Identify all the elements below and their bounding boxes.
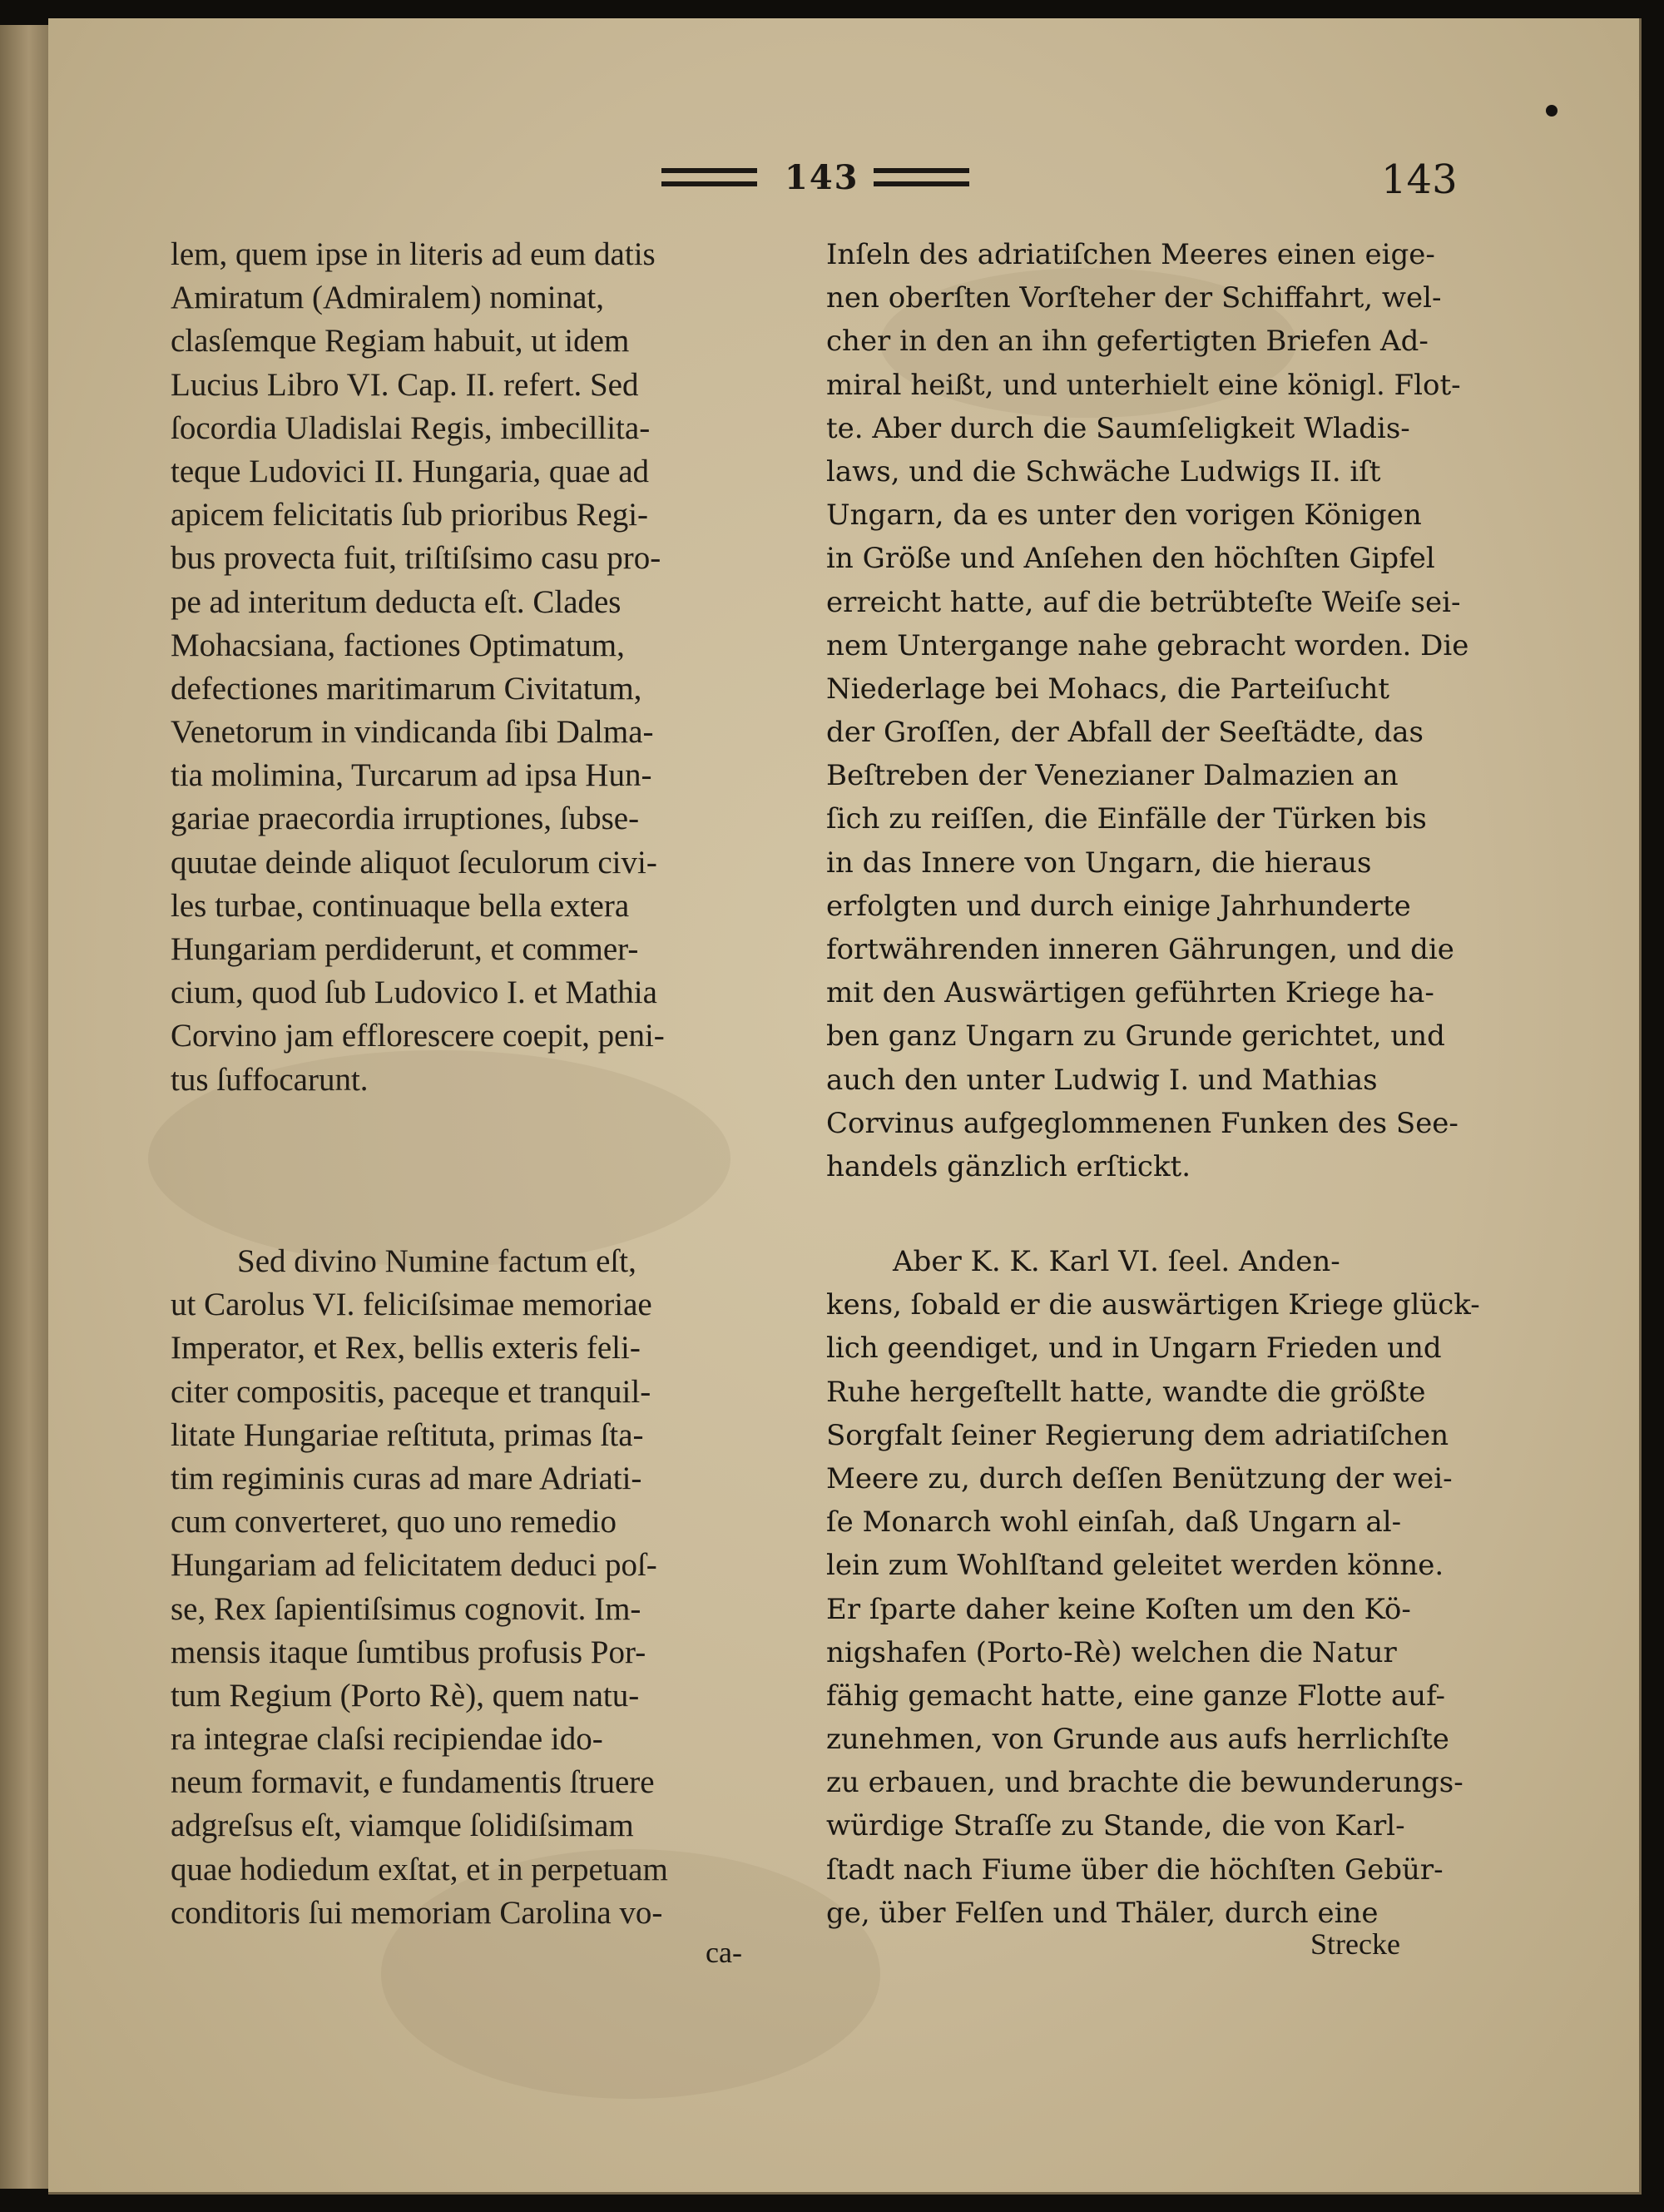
- german-line: Er ſparte daher keine Koſten um den Kö-: [826, 1592, 1411, 1626]
- german-line: laws, und die Schwäche Ludwigs II. iſt: [826, 454, 1381, 489]
- german-line: zu erbauen, und brachte die bewunderungs-: [826, 1766, 1463, 1800]
- latin-line: gariae praecordia irruptiones, ſubse-: [171, 801, 640, 837]
- german-line: Niederlage bei Mohacs, die Parteiſucht: [826, 672, 1390, 706]
- ornament-number: 143: [785, 158, 859, 197]
- german-line: mit den Auswärtigen geführten Kriege ha-: [826, 976, 1434, 1010]
- latin-paragraph-1: [171, 233, 795, 1102]
- latin-line: Hungariam ad felicitatem deduci poſ-: [171, 1547, 657, 1584]
- german-line: handels gänzlich erſtickt.: [826, 1149, 1191, 1183]
- german-line: nigshafen (Porto-Rè) welchen die Natur: [826, 1635, 1397, 1669]
- previous-page-edge: [0, 25, 50, 2189]
- latin-line: clasſemque Regiam habuit, ut idem: [171, 323, 630, 360]
- latin-line: les turbae, continuaque bella extera: [171, 887, 630, 924]
- german-line: zunehmen, von Grunde aus aufs herrlichſte: [826, 1723, 1449, 1757]
- latin-line: conditoris ſui memoriam Carolina vo-: [171, 1894, 663, 1931]
- german-line: nen oberſten Vorſteher der Schiffahrt, wel-: [826, 281, 1442, 315]
- german-line: kens, ſobald er die auswärtigen Kriege glück-: [826, 1288, 1480, 1322]
- latin-line: tia molimina, Turcarum ad ipsa Hun-: [171, 757, 652, 794]
- latin-line: bus provecta fuit, triſtiſsimo casu pro-: [171, 540, 661, 577]
- page-number: 143: [1381, 156, 1458, 203]
- latin-line: lem, quem ipse in literis ad eum datis: [171, 236, 656, 272]
- german-line: Meere zu, durch deſſen Benützung der wei-: [826, 1461, 1453, 1495]
- ornament-rule-left: [661, 168, 757, 186]
- german-line: Beſtreben der Venezianer Dalmazien an: [826, 759, 1399, 793]
- german-line: erreicht hatte, auf die betrübteſte Weiſe sei-: [826, 585, 1461, 619]
- german-line: ben ganz Ungarn zu Grunde gerichtet, und: [826, 1019, 1445, 1054]
- latin-line: ut Carolus VI. feliciſsimae memoriae: [171, 1287, 652, 1323]
- latin-line: tum Regium (Porto Rè), quem natu-: [171, 1677, 640, 1714]
- german-line: Sorgfalt ſeiner Regierung dem adriatiſchen: [826, 1418, 1449, 1452]
- german-line: nem Untergange nahe gebracht worden. Die: [826, 628, 1469, 662]
- german-line: Ungarn, da es unter den vorigen Königen: [826, 498, 1422, 533]
- latin-line: quae hodiedum exſtat, et in perpetuam: [171, 1851, 668, 1887]
- latin-line: Sed divino Numine factum eſt,: [237, 1243, 636, 1279]
- german-line: ſich zu reiſſen, die Einfälle der Türken bis: [826, 802, 1427, 836]
- german-line: fähig gemacht hatte, eine ganze Flotte auf-: [826, 1679, 1446, 1713]
- german-line: in das Innere von Ungarn, die hieraus: [826, 846, 1372, 880]
- german-paragraph-1: [826, 233, 1469, 1188]
- latin-line: Hungariam perdiderunt, et commer-: [171, 931, 639, 967]
- german-line: erfolgten und durch einige Jahrhunderte: [826, 889, 1411, 923]
- latin-line: ſocordia Uladislai Regis, imbecillita-: [171, 409, 651, 446]
- german-line: te. Aber durch die Saumſeligkeit Wladis-: [826, 411, 1410, 445]
- latin-line: Imperator, et Rex, bellis exteris feli-: [171, 1330, 641, 1366]
- latin-line: apicem felicitatis ſub prioribus Regi-: [171, 497, 649, 533]
- german-line: miral heißt, und unterhielt eine königl. Flot-: [826, 368, 1461, 402]
- german-line: ſe Monarch wohl einſah, daß Ungarn al-: [826, 1505, 1402, 1540]
- german-line: in Größe und Anſehen den höchſten Gipfel: [826, 542, 1435, 576]
- latin-line: se, Rex ſapientiſsimus cognovit. Im-: [171, 1590, 641, 1627]
- latin-line: mensis itaque ſumtibus profusis Por-: [171, 1634, 646, 1670]
- german-line: cher in den an ihn gefertigten Briefen Ad-: [826, 325, 1429, 359]
- german-line: auch den unter Ludwig I. und Mathias: [826, 1063, 1378, 1097]
- latin-line: tus ſuffocarunt.: [171, 1061, 369, 1098]
- latin-line: cum converteret, quo uno remedio: [171, 1504, 617, 1540]
- german-line: fortwährenden inneren Gährungen, und die: [826, 933, 1454, 966]
- latin-catchword: ca-: [706, 1936, 742, 1969]
- latin-line: pe ad interitum deducta eſt. Clades: [171, 583, 622, 620]
- german-line: Ruhe hergeſtellt hatte, wandte die größte: [826, 1375, 1426, 1409]
- latin-line: neum formavit, e fundamentis ſtruere: [171, 1764, 655, 1801]
- page-header-ornament: [661, 158, 978, 198]
- german-line: lich geendiget, und in Ungarn Frieden und: [826, 1332, 1442, 1366]
- latin-line: quutae deinde aliquot ſeculorum civi-: [171, 844, 657, 880]
- latin-line: teque Ludovici II. Hungaria, quae ad: [171, 453, 650, 489]
- ink-dot: [1546, 105, 1558, 117]
- latin-line: defectiones maritimarum Civitatum,: [171, 670, 642, 707]
- latin-line: ra integrae claſsi recipiendae ido-: [171, 1721, 603, 1758]
- latin-line: Mohacsiana, factiones Optimatum,: [171, 627, 625, 663]
- latin-line: adgreſsus eſt, viamque ſolidiſsimam: [171, 1808, 634, 1844]
- latin-line: citer compositis, paceque et tranquil-: [171, 1373, 651, 1410]
- german-line: ge, über Felſen und Thäler, durch eine: [826, 1896, 1379, 1930]
- german-line: Inſeln des adriatiſchen Meeres einen eige-: [826, 238, 1435, 271]
- latin-line: Lucius Libro VI. Cap. II. refert. Sed: [171, 366, 639, 403]
- german-line: der Groſſen, der Abfall der Seeſtädte, das: [826, 716, 1424, 750]
- latin-line: Corvino jam efflorescere coepit, peni-: [171, 1018, 665, 1054]
- german-line: Aber K. K. Karl VI. ſeel. Anden-: [893, 1245, 1340, 1278]
- latin-line: tim regiminis curas ad mare Adriati-: [171, 1460, 642, 1496]
- german-line: Corvinus aufgeglommenen Funken des See-: [826, 1106, 1458, 1140]
- latin-line: litate Hungariae reſtituta, primas ſta-: [171, 1416, 644, 1453]
- german-line: lein zum Wohlſtand geleitet werden könne.: [826, 1549, 1444, 1583]
- latin-line: Venetorum in vindicanda ſibi Dalma-: [171, 714, 654, 751]
- german-line: würdige Straſſe zu Stande, die von Karl-: [826, 1809, 1405, 1843]
- german-paragraph-2: [826, 1240, 1480, 1935]
- latin-line: Amiratum (Admiralem) nominat,: [171, 280, 604, 316]
- latin-line: cium, quod ſub Ludovico I. et Mathia: [171, 975, 657, 1011]
- latin-paragraph-2: [171, 1240, 795, 1935]
- german-line: ſtadt nach Fiume über die höchſten Gebür-: [826, 1852, 1444, 1887]
- ornament-rule-right: [874, 168, 969, 186]
- german-catchword: Strecke: [1310, 1927, 1400, 1961]
